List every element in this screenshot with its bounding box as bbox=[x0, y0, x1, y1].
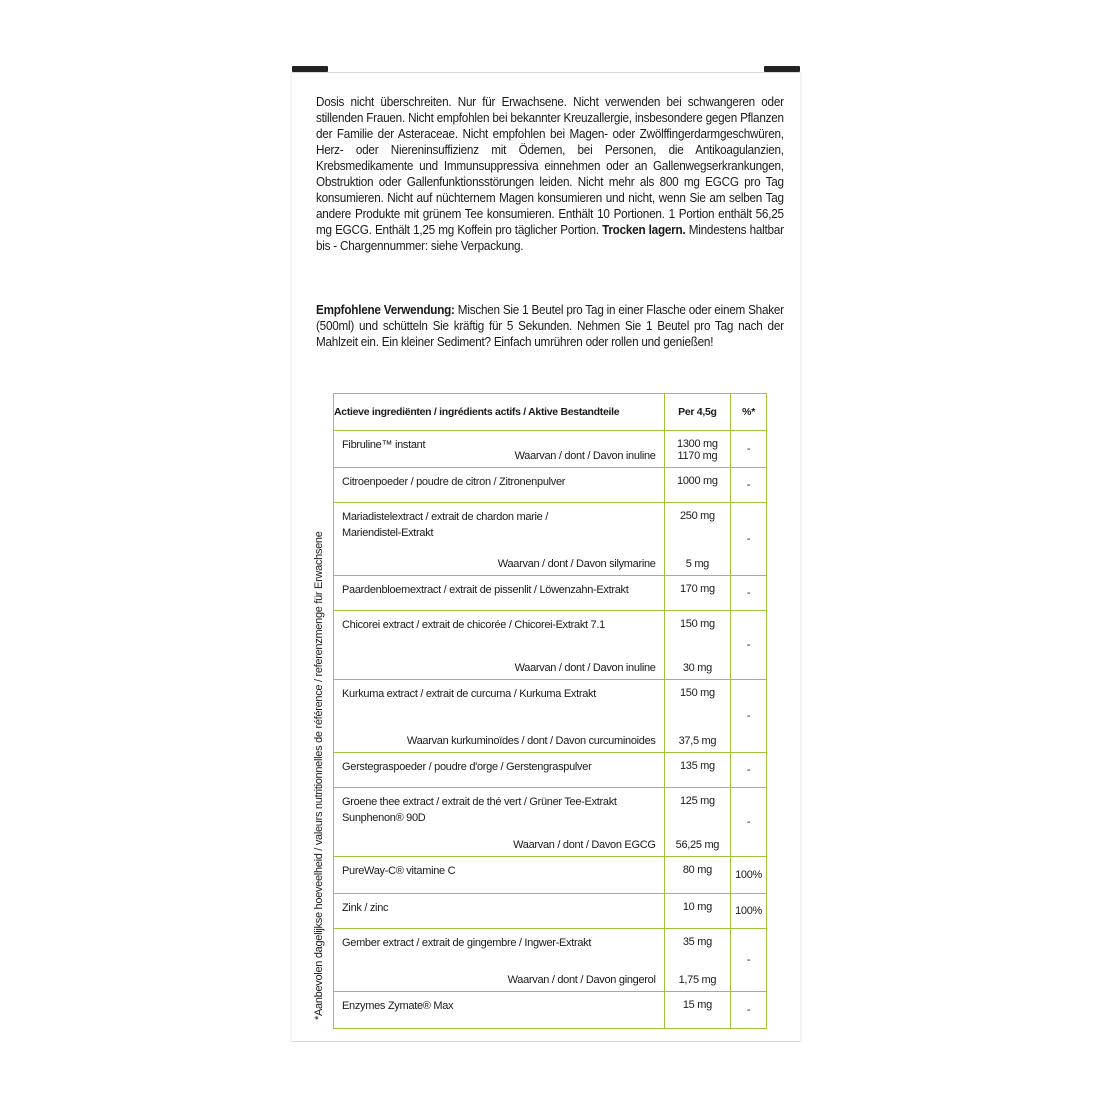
percent-cell: - bbox=[731, 468, 767, 503]
amount-value: 1000 mg bbox=[677, 475, 718, 487]
amount-cell bbox=[664, 503, 731, 576]
percent-cell: 100% bbox=[731, 857, 767, 894]
amount-value: 125 mg bbox=[679, 795, 715, 807]
amount-value: 15 mg bbox=[682, 999, 712, 1011]
ingredient-subcomponent: Waarvan / dont / Davon gingerol bbox=[507, 974, 656, 986]
ingredients-body bbox=[334, 431, 767, 1029]
percent-cell: - bbox=[731, 576, 767, 611]
amount-sub-value: 5 mg bbox=[685, 558, 710, 570]
warnings-text bbox=[316, 94, 784, 254]
table-row bbox=[334, 992, 767, 1029]
ingredient-name: Mariadistelextract / extrait de chardon marie / bbox=[342, 511, 548, 523]
ingredient-name: Paardenbloemextract / extrait de pissenlit / Löwenzahn-Extrakt bbox=[342, 584, 629, 596]
amount-cell bbox=[664, 894, 731, 929]
ingredient-name-cell bbox=[334, 431, 665, 468]
ingredient-subcomponent: Waarvan / dont / Davon EGCG bbox=[513, 839, 656, 851]
ingredient-name: Citroenpoeder / poudre de citron / Zitronenpulver bbox=[342, 476, 566, 488]
ingredient-name-cell bbox=[334, 503, 665, 576]
amount-sub-value: 37,5 mg bbox=[678, 735, 717, 747]
percent-cell: - bbox=[731, 431, 767, 468]
ingredients-table bbox=[333, 393, 767, 1029]
amount-cell bbox=[664, 992, 731, 1029]
amount-cell bbox=[664, 929, 731, 992]
ingredient-name: Gerstegraspoeder / poudre d'orge / Gerstengraspulver bbox=[342, 761, 592, 773]
label-top-edge-right bbox=[764, 66, 800, 72]
amount-sub-value: 1,75 mg bbox=[678, 974, 717, 986]
ingredient-subcomponent: Waarvan kurkuminoïdes / dont / Davon curcuminoides bbox=[406, 735, 656, 747]
table-row bbox=[334, 503, 767, 576]
warnings-body: Dosis nicht überschreiten. Nur für Erwachsene. Nicht verwenden bei schwangeren oder stillenden Frauen. Nicht empfohlen bei bekannter Kreuzallergie, insbesondere gegen Pflanzen der Familie der Asteraceae. Nicht empfohlen bei Magen- oder Zwölffingerdarmgeschwüren, Herz- oder Niereninsuffizienz mit Ödemen, bei Personen, die Antikoagulanzien, Krebsmedikamente und Immunsuppressiva einnehmen oder an Gallenwegserkrankungen, Obstruktion oder Gallenfunktionsstörungen leiden. Nicht mehr als 800 mg EGCG pro Tag konsumieren. Nicht auf nüchternem Magen konsumieren und nicht, wenn Sie am selben Tag andere Produkte mit grünem Tee konsumieren. Enthält 10 Portionen. 1 Portion enthält 56,25 mg EGCG. Enthält 1,25 mg Koffein pro täglicher Portion. bbox=[316, 95, 784, 237]
table-row bbox=[334, 929, 767, 992]
table-row bbox=[334, 468, 767, 503]
ingredient-name-cell bbox=[334, 788, 665, 857]
ingredient-name-cell bbox=[334, 468, 665, 503]
ingredient-name-cell bbox=[334, 576, 665, 611]
table-header-row bbox=[334, 394, 767, 431]
percent-cell: - bbox=[731, 992, 767, 1029]
ingredient-name: Groene thee extract / extrait de thé vert / Grüner Tee-Extrakt bbox=[342, 796, 617, 808]
table-row bbox=[334, 431, 767, 468]
ingredient-name: Mariendistel-Extrakt bbox=[342, 527, 434, 539]
ingredient-name: Zink / zinc bbox=[342, 902, 389, 914]
amount-value: 150 mg bbox=[679, 618, 715, 630]
usage-heading: Empfohlene Verwendung: bbox=[316, 303, 455, 317]
ingredient-name-cell bbox=[334, 680, 665, 753]
percent-cell: - bbox=[731, 611, 767, 680]
amount-value: 10 mg bbox=[682, 901, 712, 913]
ingredient-subcomponent: Waarvan / dont / Davon inuline bbox=[514, 450, 656, 462]
ingredient-name-cell bbox=[334, 992, 665, 1029]
ingredient-name: Enzymes Zymate® Max bbox=[342, 1000, 454, 1012]
amount-sub-value: 56,25 mg bbox=[675, 839, 720, 851]
ingredient-subcomponent: Waarvan / dont / Davon silymarine bbox=[497, 558, 656, 570]
percent-cell: - bbox=[731, 788, 767, 857]
ingredient-name: PureWay-C® vitamine C bbox=[342, 865, 456, 877]
table-row bbox=[334, 894, 767, 929]
ingredient-name: Chicorei extract / extrait de chicorée / Chicorei-Extrakt 7.1 bbox=[342, 619, 605, 631]
reference-footnote: *Aanbevolen dagelijkse hoeveelheid / valeurs nutritionnelles de référence / referenzmenge für Erwachsene bbox=[313, 531, 325, 1020]
label-top-edge-left bbox=[292, 66, 328, 72]
amount-cell bbox=[664, 431, 731, 468]
ingredient-name: Gember extract / extrait de gingembre / Ingwer-Extrakt bbox=[342, 937, 592, 949]
percent-cell: - bbox=[731, 503, 767, 576]
table-row bbox=[334, 788, 767, 857]
percent-cell: - bbox=[731, 753, 767, 788]
usage-body: Mischen Sie 1 Beutel pro Tag in einer Flasche oder einem Shaker (500ml) und schütteln Sie kräftig für 5 Sekunden. Nehmen Sie 1 Beutel pro Tag nach der Mahlzeit ein. Ein kleiner Sediment? Einfach umrühren oder rollen und genießen! bbox=[316, 303, 784, 349]
table-row bbox=[334, 857, 767, 894]
ingredient-name-cell bbox=[334, 611, 665, 680]
amount-value: 1300 mg bbox=[677, 438, 718, 450]
ingredient-name: Kurkuma extract / extrait de curcuma / Kurkuma Extrakt bbox=[342, 688, 597, 700]
percent-cell: - bbox=[731, 929, 767, 992]
amount-cell bbox=[664, 753, 731, 788]
header-per-serving: Per 4,5g bbox=[664, 394, 731, 431]
ingredient-name-cell bbox=[334, 753, 665, 788]
table-row bbox=[334, 611, 767, 680]
ingredient-subcomponent: Waarvan / dont / Davon inuline bbox=[514, 662, 656, 674]
amount-value: 35 mg bbox=[682, 936, 712, 948]
amount-value: 135 mg bbox=[679, 760, 715, 772]
amount-cell bbox=[664, 680, 731, 753]
amount-value: 250 mg bbox=[679, 510, 715, 522]
percent-cell: - bbox=[731, 680, 767, 753]
percent-cell: 100% bbox=[731, 894, 767, 929]
amount-value: 150 mg bbox=[679, 687, 715, 699]
usage-text bbox=[316, 302, 784, 350]
amount-value: 170 mg bbox=[679, 583, 715, 595]
amount-cell bbox=[664, 576, 731, 611]
ingredient-name: Fibruline™ instant bbox=[342, 439, 426, 451]
amount-value: 80 mg bbox=[682, 864, 712, 876]
ingredient-name-cell bbox=[334, 894, 665, 929]
table-row bbox=[334, 576, 767, 611]
amount-cell bbox=[664, 611, 731, 680]
amount-sub-value: 1170 mg bbox=[677, 450, 718, 462]
amount-cell bbox=[664, 468, 731, 503]
header-percent: %* bbox=[731, 394, 767, 431]
amount-cell bbox=[664, 788, 731, 857]
ingredient-name: Sunphenon® 90D bbox=[342, 812, 426, 824]
amount-cell bbox=[664, 857, 731, 894]
header-ingredients: Actieve ingrediënten / ingrédients actifs / Aktive Bestandteile bbox=[334, 394, 665, 431]
storage-note: Trocken lagern. bbox=[602, 223, 686, 237]
table-row bbox=[334, 680, 767, 753]
best-before-note: Mindestens haltbar bis - Chargennummer: siehe Verpackung. bbox=[316, 223, 784, 253]
amount-sub-value: 30 mg bbox=[682, 662, 712, 674]
ingredient-name-cell bbox=[334, 857, 665, 894]
table-row bbox=[334, 753, 767, 788]
ingredient-name-cell bbox=[334, 929, 665, 992]
